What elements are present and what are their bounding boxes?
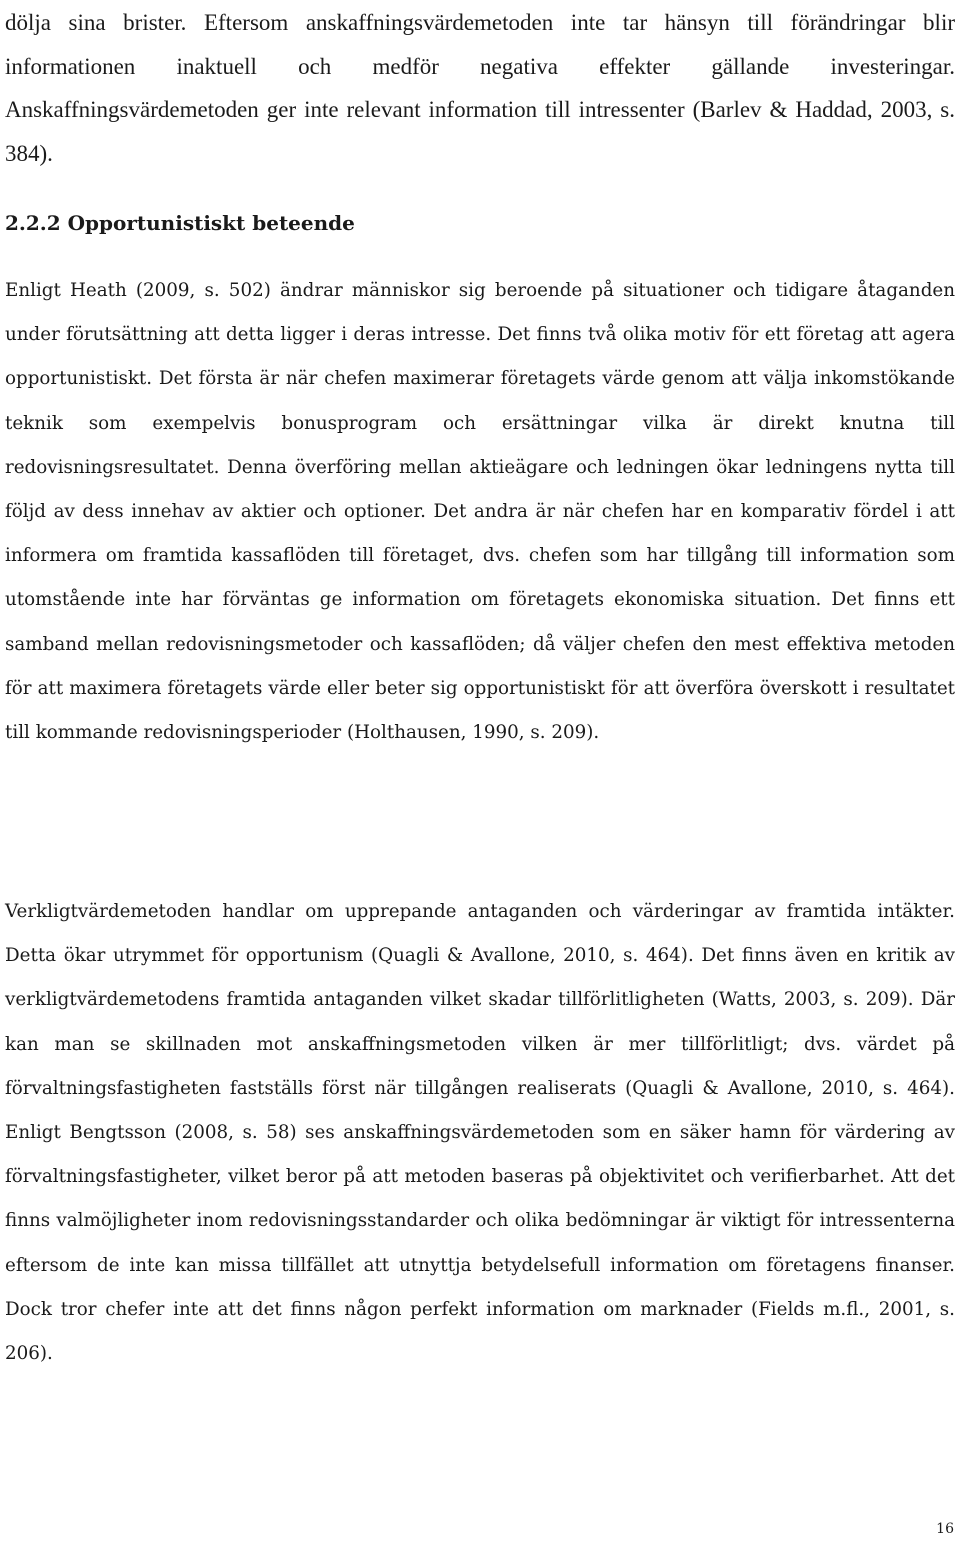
paragraph-verkligt-varde: Verkligtvärdemetoden handlar om upprepande antaganden och värderingar av framtida intäkter. Detta ökar utrymmet för opportunism (Quagli & Avallone, 2010, s. 464). Det finns även en kritik av verkligtvärdemetodens framtida antaganden vilket skadar tillförlitligheten (Watts, 2003, s. 209). Där kan man se skillnaden mot anskaffningsmetoden vilken är mer tillförlitligt; dvs. värdet på förvaltningsfastigheten fastställs först när tillgången realiserats (Quagli & Avallone, 2010, s. 464). Enligt Bengtsson (2008, s. 58) ses anskaffningsvärdemetoden som en säker hamn för värdering av förvaltningsfastigheter, vilket beror på att metoden baseras på objektivitet och verifierbarhet. Att det finns valmöjligheter inom redovisningsstandarder och olika bedömningar är viktigt för intressenterna eftersom de inte kan missa tillfället att utnyttja betydelsefull information om företagens finanser. Dock tror chefer inte att det finns någon perfekt information om marknader (Fields m.fl., 2001, s. 206). [5,901,955,1365]
page-number: 16 [936,1521,954,1537]
section-heading: 2.2.2 Opportunistiskt beteende [5,211,355,235]
paragraph-heath: Enligt Heath (2009, s. 502) ändrar människor sig beroende på situationer och tidigare åtaganden under förutsättning att detta ligger i deras intresse. Det finns två olika motiv för ett företag att agera opportunistiskt. Det första är när chefen maximerar företagets värde genom att välja inkomstökande teknik som exempelvis bonusprogram och ersättningar vilka är direkt knutna till redovisningsresultatet. Denna överföring mellan aktieägare och ledningen ökar ledningens nytta till följd av dess innehav av aktier och optioner. Det andra är när chefen har en komparativ fördel i att informera om framtida kassaflöden till företaget, dvs. chefen som har tillgång till information som utomstående inte har förväntas ge information om företagets ekonomiska situation. Det finns ett samband mellan redovisningsmetoder och kassaflöden; då väljer chefen den mest effektiva metoden för att maximera företagets värde eller beter sig opportunistiskt för att överföra överskott i resultatet till kommande redovisningsperioder (Holthausen, 1990, s. 209). [5,280,955,744]
paragraph-intro: dölja sina brister. Eftersom anskaffningsvärdemetoden inte tar hänsyn till förändringar blir informationen inaktuell och medför negativa effekter gällande investeringar. Anskaffningsvärdemetoden ger inte relevant information till intressenter (Barlev & Haddad, 2003, s. 384). [5,10,955,166]
